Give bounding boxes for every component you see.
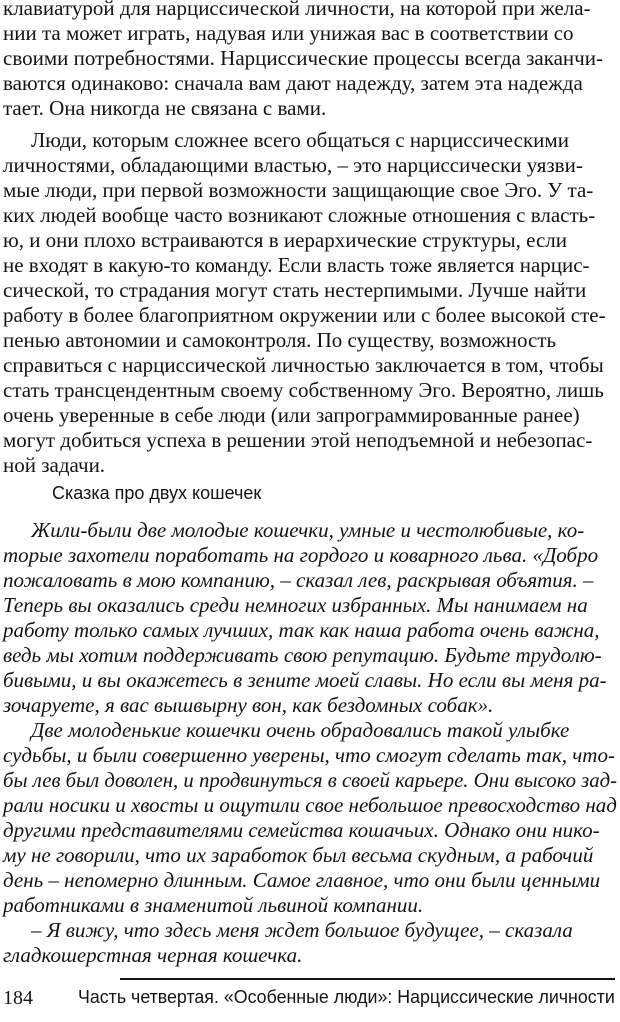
text-line: му не говорили, что их заработок был весьма скудным, а рабочий	[3, 843, 594, 867]
text-line: ной задачи.	[3, 453, 106, 477]
text-line: ведь мы хотим поддерживать свою репутацию. Будьте трудолю-	[3, 643, 602, 667]
text-line: очень уверенные в себе люди (или запрограммированные ранее)	[3, 403, 580, 427]
text-line: справиться с нарциссической личностью заключается в том, чтобы	[3, 353, 604, 377]
text-line: пенью автономии и самоконтроля. По существу, возможность	[3, 328, 557, 352]
text-line: бивыми, и вы окажетесь в зените моей славы. Но если вы меня ра-	[3, 668, 607, 692]
text-line: Две молоденькие кошечки очень обрадовались такой улыбке	[31, 718, 570, 742]
text-line: стать трансцендентным своему собственному Эго. Вероятно, лишь	[3, 378, 604, 402]
text-line: своими потребностями. Нарциссические процессы всегда заканчи-	[3, 46, 603, 70]
text-line: клавиатурой для нарциссической личности, на которой при жела-	[3, 0, 591, 20]
text-line: ких людей вообще часто возникают сложные отношения с власть-	[3, 203, 596, 227]
text-line: другими представителями семейства кошачьих. Однако они нико-	[3, 818, 600, 842]
text-line: – Я вижу, что здесь меня ждет большое будущее, – сказала	[31, 918, 573, 942]
text-line: рали носики и хвосты и ощутили свое небольшое превосходство над	[3, 793, 617, 817]
text-line: торые захотели поработать на гордого и коварного льва. «Добро	[3, 543, 599, 567]
section-heading: Сказка про двух кошечек	[52, 483, 262, 503]
text-line: сической, то страдания могут стать нестерпимыми. Лучше найти	[3, 278, 587, 302]
text-line: тает. Она никогда не связана с вами.	[3, 96, 327, 120]
text-line: зочаруете, я вас вышвырну вон, как бездомных собак».	[3, 693, 494, 717]
page-number: 184	[3, 987, 33, 1009]
text-line: пожаловать в мою компанию, – сказал лев, раскрывая объятия. –	[3, 568, 594, 592]
text-line: работу только самых лучших, так как наша работа очень важна,	[3, 618, 600, 642]
text-line: судьбы, и были совершенно уверены, что смогут сделать так, что-	[3, 743, 615, 767]
text-line: Теперь вы оказались среди немногих избранных. Мы нанимаем на	[3, 593, 588, 617]
running-header: Часть четвертая. «Особенные люди»: Нарциссические личности	[78, 987, 615, 1007]
text-line: гладкошерстная черная кошечка.	[3, 943, 303, 967]
text-line: работниками в знаменитой львиной компании.	[3, 893, 424, 917]
text-line: личностями, обладающими властью, – это нарциссически уязви-	[3, 153, 583, 177]
text-line: нии та может играть, надувая или унижая вас в соответствии со	[3, 21, 574, 45]
text-line: день – непомерно длинным. Самое главное, что они были ценными	[3, 868, 601, 892]
text-line: могут добиться успеха в решении этой неподъемной и небезопас-	[3, 428, 593, 452]
text-line: Жили-были две молодые кошечки, умные и честолюбивые, ко-	[31, 518, 585, 542]
text-line: работу в более благоприятном окружении или с более высокой сте-	[3, 303, 606, 327]
text-line: Люди, которым сложнее всего общаться с нарциссическими	[31, 128, 569, 152]
text-line: не входят в какую-то команду. Если власть тоже является нарцис-	[3, 253, 590, 277]
text-line: ваются одинаково: сначала вам дают надежду, затем эта надежда	[3, 71, 583, 95]
footer-rule	[120, 978, 615, 980]
text-line: ю, и они плохо встраиваются в иерархические структуры, если	[3, 228, 568, 252]
text-line: бы лев был доволен, и продвинуться в своей карьере. Они высоко зад-	[3, 768, 618, 792]
text-line: мые люди, при первой возможности защищающие свое Эго. У та-	[3, 178, 594, 202]
